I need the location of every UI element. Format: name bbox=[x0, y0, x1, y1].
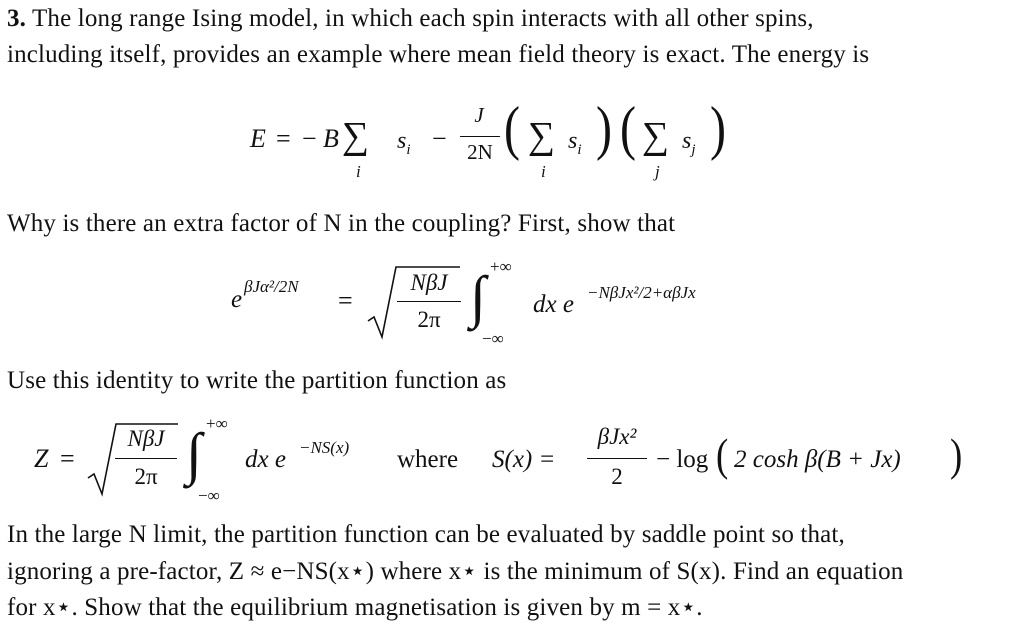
eq3-exponent: −NS(x) bbox=[299, 438, 350, 457]
eq2-exponent-rhs: −NβJx²/2+αβJx bbox=[587, 283, 696, 302]
eq1-B: B bbox=[323, 124, 339, 153]
eq1-E: E bbox=[250, 124, 266, 153]
eq2-exponent-lhs: βJα²/2N bbox=[244, 277, 299, 296]
eq1-s-j: $s_j$ bbox=[682, 128, 696, 158]
eq1-sum-2-index: i bbox=[541, 162, 546, 181]
eq3-S-of-x: S(x) = bbox=[492, 446, 556, 473]
eq1-rparen-1: ) bbox=[596, 95, 612, 161]
eq3-Z: Z bbox=[34, 444, 49, 473]
eq2-int-upper: +∞ bbox=[490, 257, 512, 276]
eq1-sum-3: ∑ bbox=[642, 115, 670, 157]
eq1-rparen-2: ) bbox=[710, 95, 726, 161]
intro-text-1: The long range Ising model, in which each spin interacts with all other spins, bbox=[32, 5, 814, 32]
eq2-equals: = bbox=[338, 286, 353, 315]
eq3-frac-den: 2π bbox=[134, 464, 158, 489]
eq1-frac-bar bbox=[460, 136, 500, 137]
eq2-frac-den: 2π bbox=[417, 307, 441, 332]
eq1-s-i-1: $s_i$ bbox=[397, 128, 411, 158]
eq3-equals: = bbox=[60, 444, 75, 473]
eq3-integral: ∫ bbox=[186, 421, 202, 486]
problem-intro-line-2: including itself, provides an example where mean field theory is exact. The energy is bbox=[7, 41, 870, 68]
eq3-rparen: ) bbox=[950, 429, 963, 480]
question-extra-factor: Why is there an extra factor of N in the coupling? First, show that bbox=[7, 210, 676, 237]
eq3-lparen: ( bbox=[716, 429, 729, 480]
paragraph-saddle-line-3: for x⋆. Show that the equilibrium magnetisation is given by m = x⋆. bbox=[7, 594, 703, 621]
eq1-lparen-2: ( bbox=[620, 95, 636, 161]
equation-energy bbox=[0, 90, 1024, 190]
eq2-frac-num: NβJ bbox=[410, 270, 448, 295]
eq3-frac-num: NβJ bbox=[127, 426, 165, 451]
eq1-sum-1: ∑ bbox=[342, 115, 370, 157]
paragraph-saddle-line-1: In the large N limit, the partition function can be evaluated by saddle point so that, bbox=[7, 521, 845, 548]
eq3-where: where bbox=[397, 446, 459, 473]
eq2-e: e bbox=[231, 286, 243, 313]
eq3-int-lower: −∞ bbox=[198, 486, 220, 505]
eq1-sum-3-index: j bbox=[655, 162, 660, 181]
eq1-lparen-1: ( bbox=[504, 95, 520, 161]
eq3-frac2-num: βJx² bbox=[597, 424, 637, 449]
eq1-frac-J: J bbox=[474, 103, 484, 127]
problem-number: 3. bbox=[7, 5, 27, 32]
eq1-s-i-2: $s_i$ bbox=[568, 128, 582, 158]
eq3-frac2-den: 2 bbox=[611, 464, 623, 489]
eq3-dx-e: dx e bbox=[245, 446, 286, 473]
eq3-log-argument: 2 cosh β(B + Jx) bbox=[734, 446, 901, 473]
eq2-frac-bar bbox=[397, 301, 461, 302]
eq3-minus-log: − log bbox=[656, 446, 709, 473]
eq2-integral: ∫ bbox=[470, 264, 486, 329]
eq3-frac-bar bbox=[115, 458, 177, 459]
eq3-int-upper: +∞ bbox=[206, 414, 228, 433]
equation-identity bbox=[0, 255, 1024, 355]
eq1-frac-2N: 2N bbox=[467, 140, 493, 164]
eq1-sum-2: ∑ bbox=[528, 115, 556, 157]
eq2-dx-e: dx e bbox=[533, 291, 574, 318]
eq1-equals: = bbox=[276, 124, 291, 153]
problem-intro-line-1 bbox=[7, 4, 814, 34]
eq1-sum-1-index: i bbox=[356, 162, 361, 181]
eq3-frac2-bar bbox=[587, 458, 647, 459]
equation-partition-function bbox=[0, 410, 1024, 510]
paragraph-saddle-line-2: ignoring a pre-factor, Z ≈ e−NS(x⋆) where x⋆ is the minimum of S(x). Find an equation bbox=[7, 558, 904, 585]
text-partition-intro: Use this identity to write the partition function as bbox=[7, 367, 507, 394]
eq1-minus: − bbox=[302, 124, 317, 153]
eq1-minus-2: − bbox=[432, 124, 447, 153]
eq2-int-lower: −∞ bbox=[482, 329, 504, 348]
